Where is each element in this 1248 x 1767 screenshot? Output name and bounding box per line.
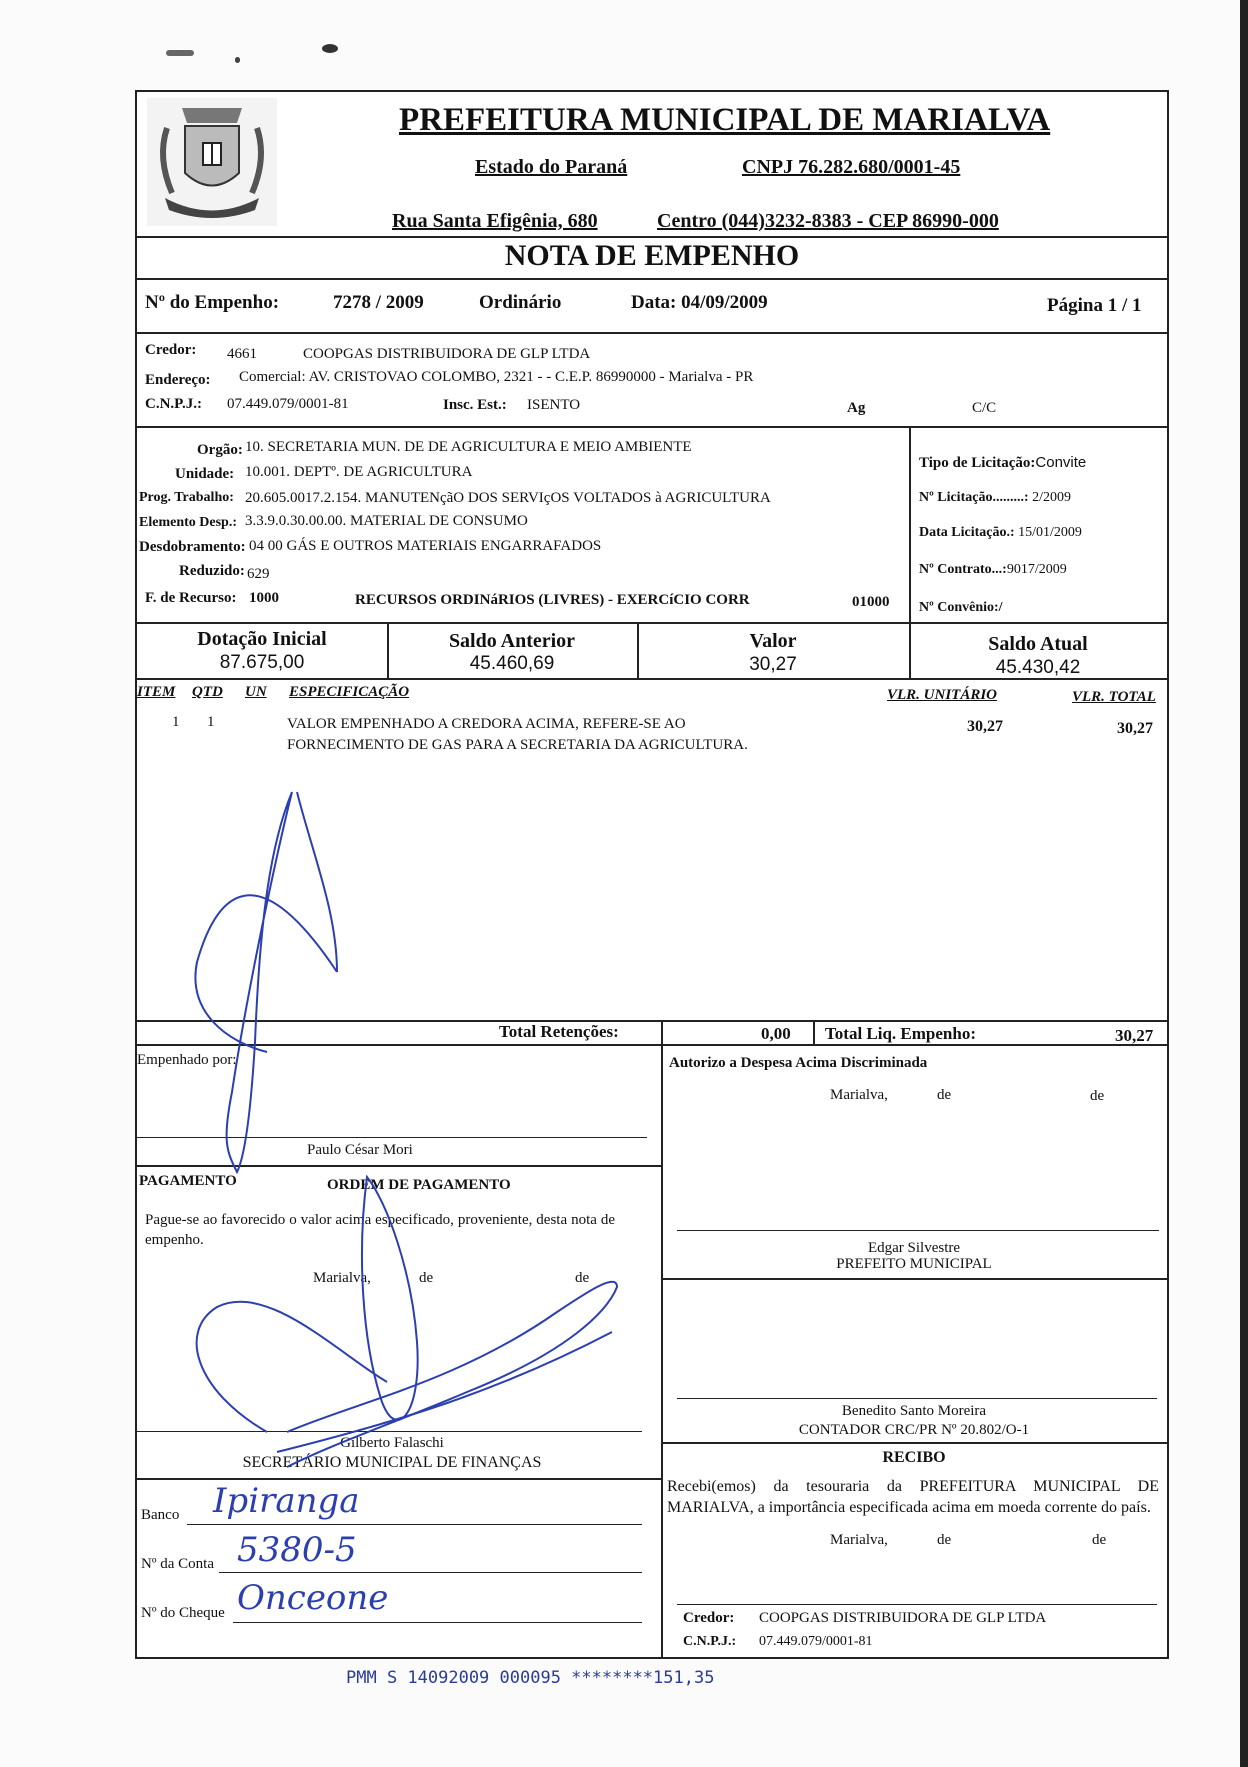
desdobramento-label: Desdobramento: <box>139 539 246 555</box>
financas-signature-line <box>137 1431 642 1432</box>
recurso-number: 01000 <box>852 594 890 610</box>
elemento-label: Elemento Desp.: <box>139 515 237 530</box>
coat-of-arms-icon <box>147 98 277 226</box>
scan-speck <box>235 57 240 63</box>
item-total-price: 30,27 <box>1117 720 1153 737</box>
conta-handwritten: 5380-5 <box>237 1530 357 1570</box>
ordem-pagamento-label: ORDEM DE PAGAMENTO <box>327 1177 511 1193</box>
conta-corrente-label: C/C <box>972 400 997 416</box>
prog-trabalho-value: 20.605.0017.2.154. MANUTENçãO DOS SERVIçOS VOLTADOS à AGRICULTURA <box>245 490 771 506</box>
scan-edge <box>1240 0 1248 1767</box>
insc-label: Insc. Est.: <box>443 397 507 413</box>
endereco-value: Comercial: AV. CRISTOVAO COLOMBO, 2321 - - C.E.P. 86990000 - Marialva - PR <box>239 369 754 385</box>
financas-name: Gilberto Falaschi <box>340 1435 444 1451</box>
empenho-number: 7278 / 2009 <box>333 292 424 313</box>
scan-speck <box>166 50 194 56</box>
recibo-credor-label: Credor: <box>683 1610 735 1626</box>
recibo-de1: de <box>937 1532 952 1548</box>
reduzido-value: 629 <box>247 566 270 582</box>
cnpj-label: CNPJ 76.282.680/0001-45 <box>742 156 961 178</box>
valor-label: Valor <box>749 630 797 652</box>
data-licitacao-label <box>919 525 1082 541</box>
orgao-value: 10. SECRETARIA MUN. DE DE AGRICULTURA E MEIO AMBIENTE <box>245 439 692 455</box>
banco-handwritten: Ipiranga <box>213 1481 360 1521</box>
dotacao-inicial-value: 87.675,00 <box>219 652 305 673</box>
autorizo-de2: de <box>1090 1088 1105 1104</box>
saldo-atual-value: 45.430,42 <box>995 657 1081 678</box>
recibo-city: Marialva, <box>830 1532 888 1548</box>
document-title: NOTA DE EMPENHO <box>504 239 800 272</box>
desdobramento-value: 04 00 GÁS E OUTROS MATERIAIS ENGARRAFADOS <box>249 538 602 554</box>
pagamento-label: PAGAMENTO <box>139 1173 237 1189</box>
prefeito-role: PREFEITO MUNICIPAL <box>836 1256 992 1272</box>
col-vlr-unitario-header: VLR. UNITÁRIO <box>887 687 998 703</box>
item-unit-price: 30,27 <box>967 718 1003 735</box>
elemento-value: 3.3.9.0.30.00.00. MATERIAL DE CONSUMO <box>245 513 528 529</box>
recibo-credor-name: COOPGAS DISTRIBUIDORA DE GLP LTDA <box>759 1610 1047 1626</box>
prog-trabalho-label: Prog. Trabalho: <box>139 490 234 505</box>
data-licitacao-key: Data Licitação.: <box>919 525 1015 540</box>
empenhado-name: Paulo César Mori <box>307 1142 413 1158</box>
reduzido-label: Reduzido: <box>179 563 245 579</box>
item-description-line1: VALOR EMPENHADO A CREDORA ACIMA, REFERE-SE AO <box>287 716 686 732</box>
orgao-label: Orgão: <box>197 442 243 458</box>
credor-cnpj: 07.449.079/0001-81 <box>227 396 349 412</box>
num-licitacao-label <box>919 490 1071 506</box>
pagamento-text: Pague-se ao favorecido o valor acima especificado, proveniente, desta nota de empenho. <box>145 1212 615 1248</box>
prefeito-name: Edgar Silvestre <box>867 1240 961 1256</box>
empenho-type: Ordinário <box>479 292 562 313</box>
item-description-line2: FORNECIMENTO DE GAS PARA A SECRETARIA DA AGRICULTURA. <box>287 737 748 753</box>
col-item-header: ITEM <box>137 684 176 700</box>
saldo-anterior-value: 45.460,69 <box>469 653 555 674</box>
nota-de-empenho-form <box>135 90 1169 1659</box>
saldo-anterior-label: Saldo Anterior <box>448 630 576 652</box>
scan-speck <box>322 44 338 53</box>
prefeito-signature-line <box>677 1230 1159 1231</box>
item-qty: 1 <box>207 714 215 730</box>
contrato-value: 9017/2009 <box>1006 562 1067 577</box>
convenio-label: Nº Convênio:/ <box>919 600 1003 615</box>
recibo-label: RECIBO <box>882 1449 946 1466</box>
conta-line <box>219 1572 642 1573</box>
credor-name: COOPGAS DISTRIBUIDORA DE GLP LTDA <box>303 346 591 362</box>
empenho-date: Data: 04/09/2009 <box>631 292 768 313</box>
autorizo-label: Autorizo a Despesa Acima Discriminada <box>669 1055 928 1071</box>
data-licitacao-value: 15/01/2009 <box>1018 525 1082 540</box>
autorizo-de1: de <box>937 1087 952 1103</box>
contador-name: Benedito Santo Moreira <box>841 1403 987 1419</box>
contrato-label <box>919 562 1067 578</box>
endereco-label: Endereço: <box>145 372 211 388</box>
col-un-header: UN <box>245 684 267 700</box>
page-title: PREFEITURA MUNICIPAL DE MARIALVA <box>399 102 1051 138</box>
pagamento-city: Marialva, <box>313 1270 371 1286</box>
num-licitacao-value: 2/2009 <box>1032 490 1071 505</box>
financas-role: SECRETÁRIO MUNICIPAL DE FINANÇAS <box>242 1454 542 1471</box>
state-label: Estado do Paraná <box>475 156 628 178</box>
total-retencoes-value: 0,00 <box>761 1024 791 1043</box>
recibo-de2: de <box>1092 1532 1107 1548</box>
valor-value: 30,27 <box>749 654 797 675</box>
cheque-line <box>233 1622 642 1623</box>
dotacao-inicial-label: Dotação Inicial <box>197 628 327 650</box>
credor-signature-line <box>677 1604 1157 1605</box>
banco-label: Banco <box>141 1507 180 1523</box>
unidade-label: Unidade: <box>175 466 235 482</box>
total-retencoes-label: Total Retenções: <box>499 1022 619 1041</box>
recurso-desc: RECURSOS ORDINáRIOS (LIVRES) - EXERCíCIO CORR <box>355 592 750 608</box>
cheque-handwritten: Onceone <box>237 1578 389 1618</box>
tipo-licitacao-value: Convite <box>1035 454 1087 471</box>
total-liq-label: Total Liq. Empenho: <box>825 1024 976 1043</box>
recurso-code: 1000 <box>249 590 279 606</box>
address-label: Rua Santa Efigênia, 680 <box>392 210 598 232</box>
credor-code: 4661 <box>227 346 257 362</box>
contrato-key: Nº Contrato...: <box>919 562 1007 577</box>
autorizo-city: Marialva, <box>830 1087 888 1103</box>
agencia-label: Ag <box>847 400 866 416</box>
cheque-label: Nº do Cheque <box>141 1605 225 1621</box>
pagamento-de1: de <box>419 1270 434 1286</box>
pagamento-de2: de <box>575 1270 590 1286</box>
page-number: Página 1 / 1 <box>1047 295 1142 316</box>
col-vlr-total-header: VLR. TOTAL <box>1072 689 1156 705</box>
address-contact-label: Centro (044)3232-8383 - CEP 86990-000 <box>657 210 999 232</box>
col-especificacao-header: ESPECIFICAÇÃO <box>289 684 410 700</box>
banco-line <box>187 1524 642 1525</box>
recibo-cnpj-label: C.N.P.J.: <box>683 1634 737 1649</box>
empenhado-por-label: Empenhado por: <box>137 1052 237 1068</box>
empenho-number-label: Nº do Empenho: <box>145 292 280 313</box>
conta-label: Nº da Conta <box>141 1556 214 1572</box>
recurso-label: F. de Recurso: <box>145 590 237 606</box>
col-qtd-header: QTD <box>192 684 223 700</box>
empenhado-signature-line <box>137 1137 647 1138</box>
credor-label: Credor: <box>145 342 197 358</box>
item-number: 1 <box>172 714 180 730</box>
total-liq-value: 30,27 <box>1115 1026 1154 1045</box>
machine-stamp: PMM S 14092009 000095 ********151,35 <box>346 1668 715 1688</box>
tipo-licitacao-label <box>919 454 1086 472</box>
saldo-atual-label: Saldo Atual <box>988 633 1088 655</box>
credor-cnpj-label: C.N.P.J.: <box>145 396 202 412</box>
contador-signature-line <box>677 1398 1157 1399</box>
insc-value: ISENTO <box>527 397 581 413</box>
contador-role: CONTADOR CRC/PR Nº 20.802/O-1 <box>798 1422 1030 1438</box>
recibo-cnpj: 07.449.079/0001-81 <box>759 1634 873 1649</box>
unidade-value: 10.001. DEPTº. DE AGRICULTURA <box>245 464 473 480</box>
tipo-licitacao-key: Tipo de Licitação: <box>919 455 1036 471</box>
num-licitacao-key: Nº Licitação.........: <box>919 490 1029 505</box>
recibo-text: Recebi(emos) da tesouraria da PREFEITURA MUNICIPAL DE MARIALVA, a importância especificada acima em moeda corrente do país. <box>667 1478 1159 1516</box>
